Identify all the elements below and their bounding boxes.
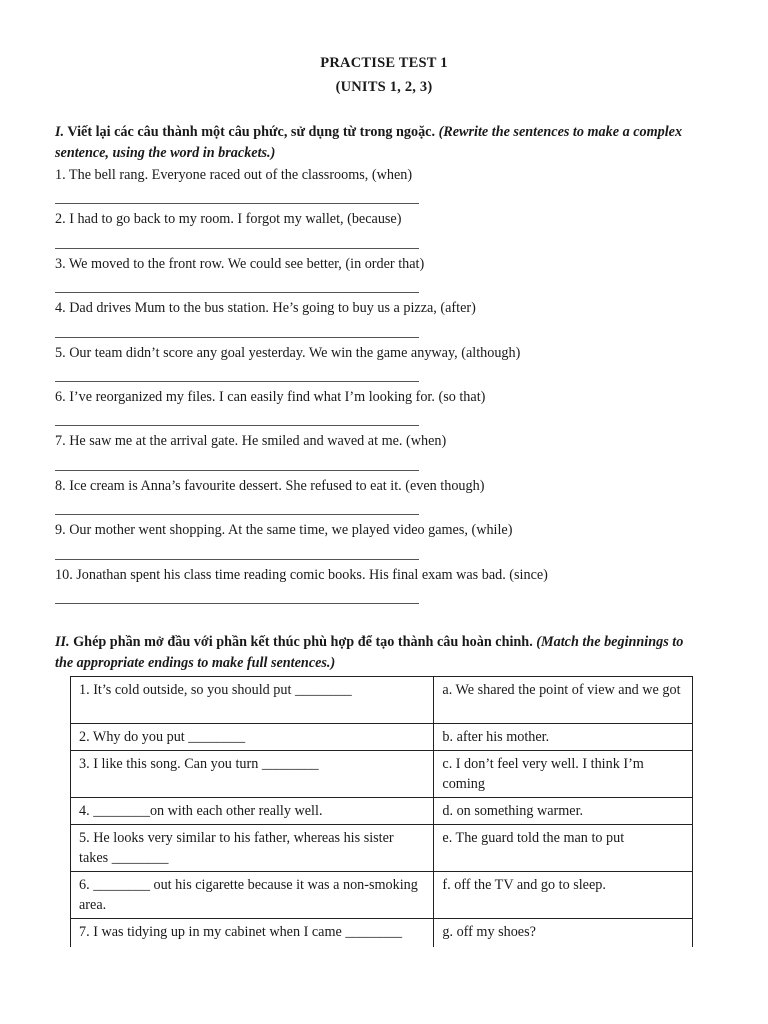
question-4: 4. Dad drives Mum to the bus station. He’s going to buy us a pizza, (after)	[55, 300, 476, 316]
answer-line-7[interactable]	[55, 470, 419, 471]
table-row	[71, 872, 693, 919]
table-row	[71, 919, 693, 948]
answer-line-6[interactable]	[55, 425, 419, 426]
table-row	[71, 724, 693, 751]
section-1-instruction-en: (Rewrite the sentences to make a complex sentence, using the word in brackets.)	[55, 124, 683, 161]
table-row	[71, 798, 693, 825]
ending-cell: f. off the TV and go to sleep.	[434, 872, 693, 919]
section-1-instruction-vi: Viết lại các câu thành một câu phức, sử dụng từ trong ngoặc.	[67, 124, 436, 140]
beginning-cell: 1. It’s cold outside, so you should put ________	[71, 677, 434, 724]
beginning-cell: 2. Why do you put ________	[71, 724, 434, 751]
question-8: 8. Ice cream is Anna’s favourite dessert. She refused to eat it. (even though)	[55, 478, 485, 494]
answer-line-10[interactable]	[55, 603, 419, 604]
page-title: PRACTISE TEST 1	[320, 55, 448, 71]
question-6: 6. I’ve reorganized my files. I can easily find what I’m looking for. (so that)	[55, 389, 486, 405]
section-2-instruction-en: (Match the beginnings to the appropriate endings to make full sentences.)	[55, 634, 684, 671]
matching-table	[70, 676, 693, 947]
question-2: 2. I had to go back to my room. I forgot my wallet, (because)	[55, 211, 402, 227]
table-row	[71, 825, 693, 872]
question-7: 7. He saw me at the arrival gate. He smiled and waved at me. (when)	[55, 433, 447, 449]
ending-cell: c. I don’t feel very well. I think I’m coming	[434, 751, 693, 798]
table-row	[71, 751, 693, 798]
question-9: 9. Our mother went shopping. At the same time, we played video games, (while)	[55, 522, 513, 538]
ending-cell: b. after his mother.	[434, 724, 693, 751]
answer-line-1[interactable]	[55, 203, 419, 204]
answer-line-9[interactable]	[55, 559, 419, 560]
ending-cell: g. off my shoes?	[434, 919, 693, 948]
answer-line-8[interactable]	[55, 514, 419, 515]
question-1: 1. The bell rang. Everyone raced out of the classrooms, (when)	[55, 167, 413, 183]
beginning-cell: 3. I like this song. Can you turn ________	[71, 751, 434, 798]
table-row	[71, 677, 693, 724]
answer-line-5[interactable]	[55, 381, 419, 382]
answer-line-3[interactable]	[55, 292, 419, 293]
section-1-heading	[55, 122, 695, 164]
answer-line-4[interactable]	[55, 337, 419, 338]
question-5: 5. Our team didn’t score any goal yesterday. We win the game anyway, (although)	[55, 345, 521, 361]
question-3: 3. We moved to the front row. We could see better, (in order that)	[55, 256, 425, 272]
ending-cell: d. on something warmer.	[434, 798, 693, 825]
ending-cell: e. The guard told the man to put	[434, 825, 693, 872]
section-2-heading	[55, 632, 695, 674]
page-subtitle: (UNITS 1, 2, 3)	[335, 79, 433, 95]
section-2-instruction-vi: Ghép phần mở đầu với phần kết thúc phù hợp để tạo thành câu hoàn chinh.	[73, 634, 533, 650]
section-1-number: I.	[55, 124, 65, 140]
section-2-number: II.	[55, 634, 70, 650]
question-10: 10. Jonathan spent his class time reading comic books. His final exam was bad. (since)	[55, 567, 548, 583]
beginning-cell: 5. He looks very similar to his father, whereas his sister takes ________	[71, 825, 434, 872]
ending-cell: a. We shared the point of view and we got	[434, 677, 693, 724]
beginning-cell: 6. ________ out his cigarette because it was a non-smoking area.	[71, 872, 434, 919]
beginning-cell: 7. I was tidying up in my cabinet when I came ________	[71, 919, 434, 948]
beginning-cell: 4. ________on with each other really well.	[71, 798, 434, 825]
answer-line-2[interactable]	[55, 248, 419, 249]
